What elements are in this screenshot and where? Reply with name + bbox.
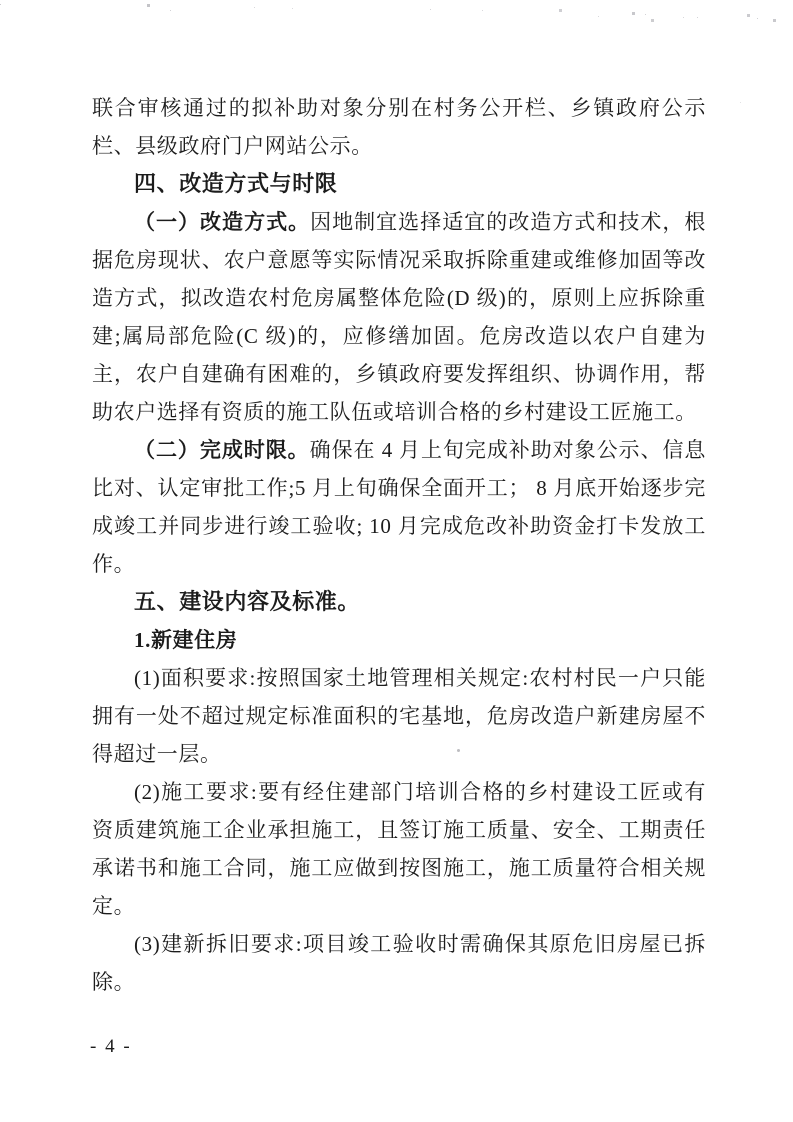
section-heading-five: 五、建设内容及标准。 xyxy=(134,589,361,614)
scan-artifacts xyxy=(0,4,1,5)
page-number: - 4 - xyxy=(90,1036,132,1057)
subheading-new-housing: 1.新建住房 xyxy=(134,628,238,652)
paragraph-completion-deadline xyxy=(92,431,706,583)
paragraph-lead-deadline: （二）完成时限。 xyxy=(134,438,310,462)
carryover-paragraph: 联合审核通过的拟补助对象分别在村务公开栏、乡镇政府公示栏、县级政府门户网站公示。 xyxy=(92,96,706,158)
paragraph-demolition-requirement: (3)建新拆旧要求:项目竣工验收时需确保其原危旧房屋已拆除。 xyxy=(92,932,706,994)
section-heading-four: 四、改造方式与时限 xyxy=(134,171,338,196)
paragraph-text-method: 因地制宜选择适宜的改造方式和技术，根据危房现状、农户意愿等实际情况采取拆除重建或维修加固等改造方式，拟改造农村危房属整体危险(D 级)的，原则上应拆除重建;属局部危险(C 级)的，应修缮加固。危房改造以农户自建为主，农户自建确有困难的，乡镇政府要发挥组织、协调作用，帮助农户选择有资质的施工队伍或培训合格的乡村建设工匠施工。 xyxy=(92,210,706,424)
paragraph-lead-method: （一）改造方式。 xyxy=(134,210,311,234)
paragraph-renovation-method xyxy=(92,203,706,431)
paragraph-area-requirement: (1)面积要求:按照国家土地管理相关规定:农村村民一户只能拥有一处不超过规定标准面积的宅基地，危房改造户新建房屋不得超过一层。 xyxy=(92,666,706,766)
paragraph-construction-requirement: (2)施工要求:要有经住建部门培训合格的乡村建设工匠或有资质建筑施工企业承担施工，且签订施工质量、安全、工期责任承诺书和施工合同，施工应做到按图施工，施工质量符合相关规定。 xyxy=(92,780,706,918)
scan-speck xyxy=(457,749,460,752)
paragraph-text-deadline: 确保在 4 月上旬完成补助对象公示、信息比对、认定审批工作;5 月上旬确保全面开工； 8 月底开始逐步完成竣工并同步进行竣工验收; 10 月完成危改补助资金打卡发放工作。 xyxy=(92,438,706,576)
